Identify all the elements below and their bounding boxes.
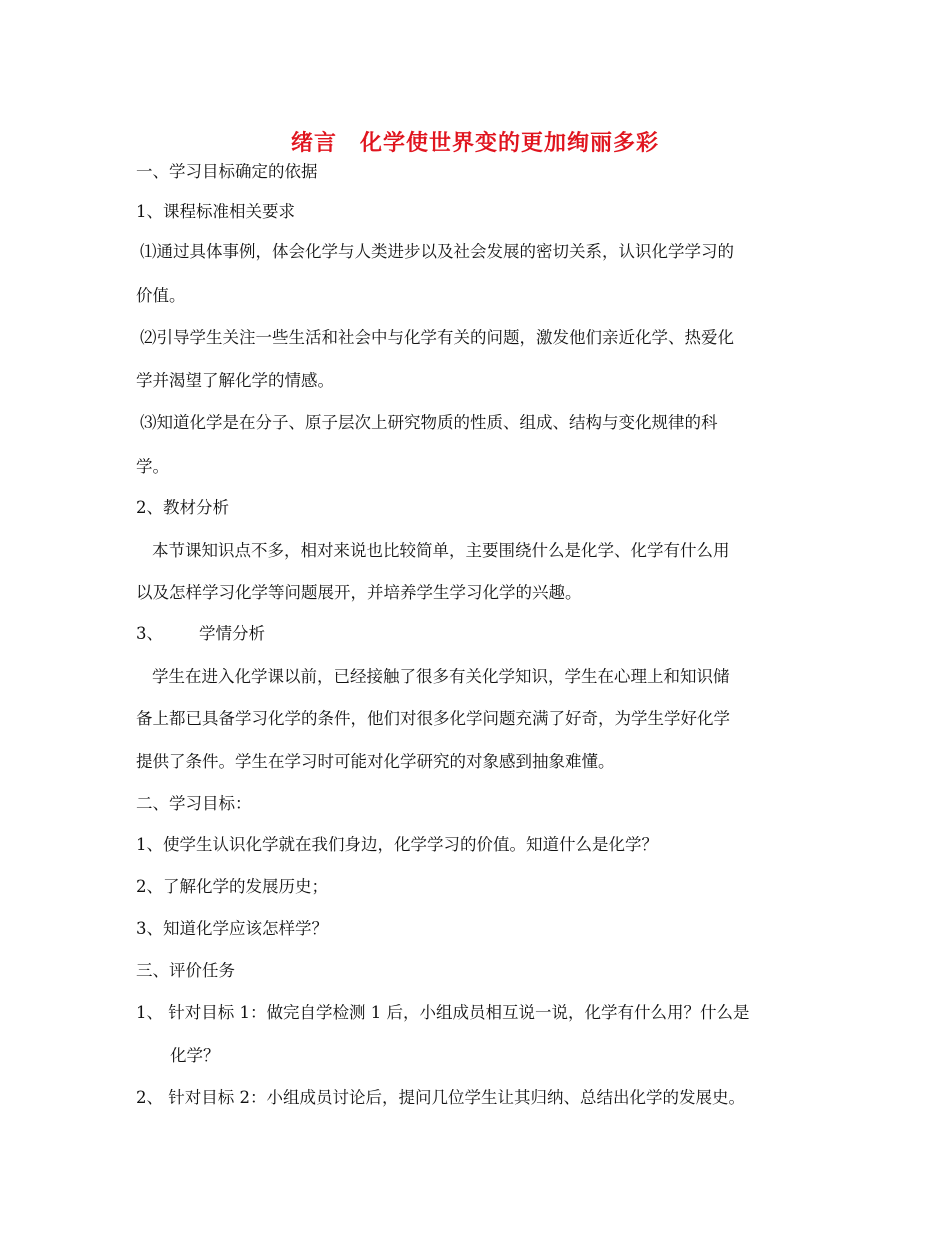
list-item: 2、 针对目标 2：小组成员讨论后，提问几位学生让其归纳、总结出化学的发展史。 <box>136 1088 745 1107</box>
paragraph-line: 提供了条件。学生在学习时可能对化学研究的对象感到抽象难懂。 <box>136 752 615 771</box>
paragraph-line: 学并渴望了解化学的情感。 <box>136 371 334 390</box>
paragraph-line: 以及怎样学习化学等问题展开，并培养学生学习化学的兴趣。 <box>136 583 582 602</box>
list-item: 1、 针对目标 1：做完自学检测 1 后，小组成员相互说一说，化学有什么用？什么是 <box>136 1003 750 1022</box>
list-item: 1、使学生认识化学就在我们身边，化学学习的价值。知道什么是化学？ <box>136 835 658 854</box>
document-title: 绪言 化学使世界变的更加绚丽多彩 <box>290 130 659 156</box>
list-item: 2、了解化学的发展历史； <box>136 877 328 896</box>
paragraph-line: ⑵引导学生关注一些生活和社会中与化学有关的问题，激发他们亲近化学、热爱化 <box>140 328 734 347</box>
paragraph-line: ⑴通过具体事例，体会化学与人类进步以及社会发展的密切关系，认识化学学习的 <box>140 242 734 261</box>
section-heading-1: 一、学习目标确定的依据 <box>136 162 318 181</box>
paragraph-line: 备上都已具备学习化学的条件，他们对很多化学问题充满了好奇，为学生学好化学 <box>136 709 730 728</box>
paragraph-line: ⑶知道化学是在分子、原子层次上研究物质的性质、组成、结构与变化规律的科 <box>140 413 718 432</box>
subheading-1-3 <box>136 622 265 646</box>
paragraph-line: 价值。 <box>136 286 186 305</box>
list-item-continuation: 化学？ <box>170 1046 220 1065</box>
subheading-1-1: 1、课程标准相关要求 <box>136 202 295 221</box>
section-heading-3: 三、评价任务 <box>136 961 235 980</box>
paragraph-line: 学生在进入化学课以前，已经接触了很多有关化学知识，学生在心理上和知识储 <box>152 667 730 686</box>
subheading-number: 3、 <box>136 624 163 643</box>
list-item: 3、知道化学应该怎样学？ <box>136 919 328 938</box>
paragraph-line: 本节课知识点不多，相对来说也比较简单，主要围绕什么是化学、化学有什么用 <box>152 541 730 560</box>
subheading-1-2: 2、教材分析 <box>136 498 229 517</box>
paragraph-line: 学。 <box>136 457 169 476</box>
subheading-text: 学情分析 <box>199 624 265 643</box>
section-heading-2: 二、学习目标： <box>136 794 252 813</box>
